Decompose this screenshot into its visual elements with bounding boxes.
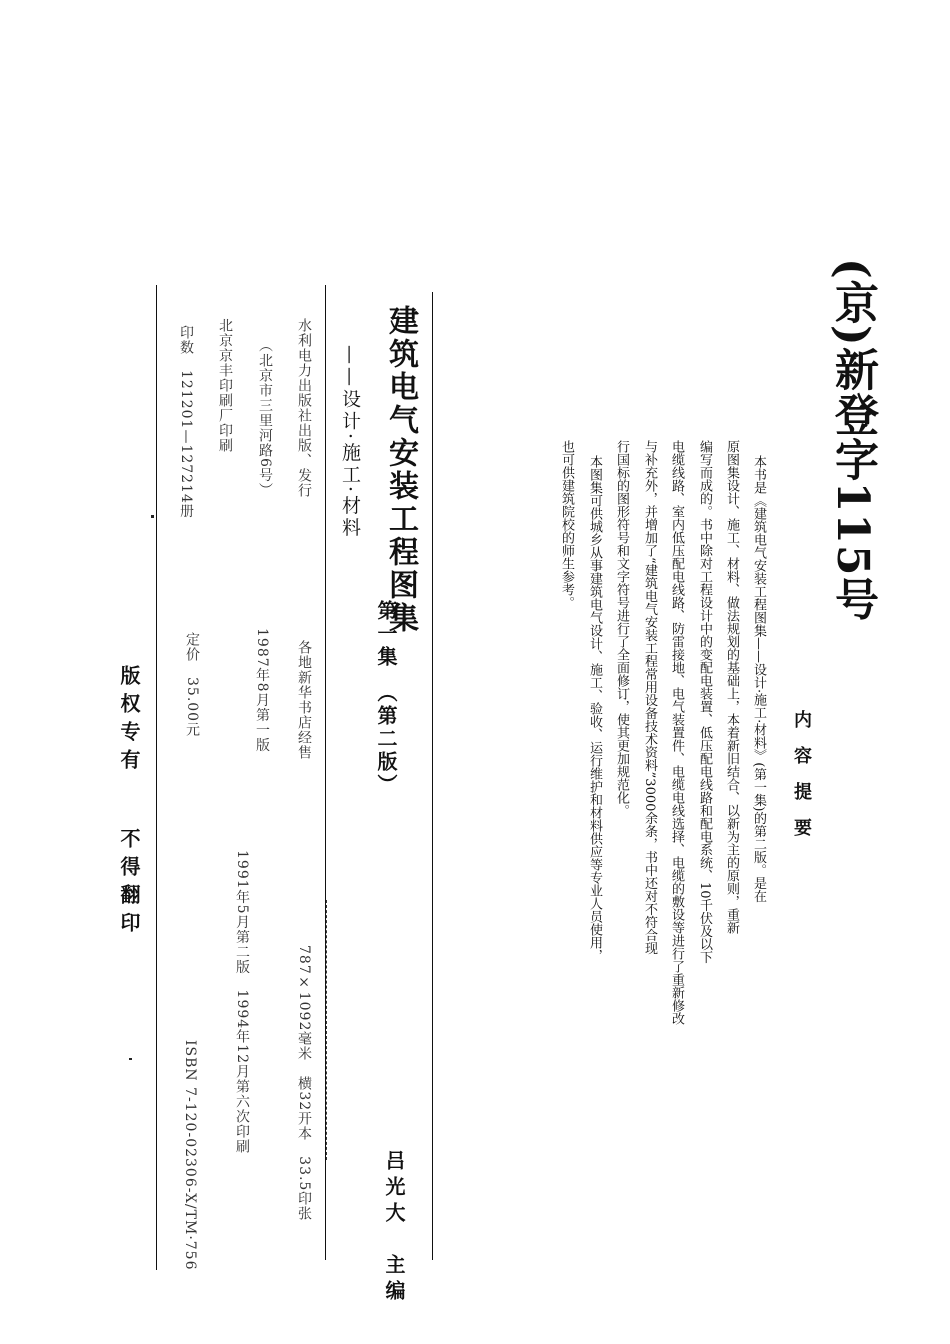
summary-line: 电缆线路、室内低压配电线路、防雷接地、电气装置件、电缆电线选择、电缆的敷设等进行了重新修改 [669, 440, 684, 1025]
summary-line: 编写而成的。书中除对工程设计中的变配电装置、低压配电线路和配电系统、10千伏及以下 [697, 440, 712, 964]
rights-notice-right: 不得翻印 [117, 828, 141, 940]
summary-line: 本书是《建筑电气安装工程图集——设计·施工·材料》(第一集)的第二版。是在 [751, 455, 766, 903]
summary-line: 行国标的图形符号和文字符号进行了全面修订，使其更加规范化。 [614, 440, 629, 817]
book-subtitle: ——设计·施工·材料 [339, 345, 361, 540]
price: 定价 35.00元 [184, 632, 200, 738]
summary-title: 内容提要 [791, 710, 812, 854]
colophon-dashed-rule [326, 900, 327, 1160]
rights-notice-left: 版权专有 [117, 665, 141, 777]
colophon-bottom-rule [156, 285, 157, 1270]
printer: 北京京丰印刷厂印刷 [217, 318, 233, 453]
printing-line: 1991年5月第二版 1994年12月第六次印刷 [234, 850, 250, 1154]
isbn: ISBN 7-120-02306-X/TM·756 [182, 1040, 198, 1271]
print-count: 印数 121201—127214册 [178, 325, 194, 519]
distribution: 各地新华书店经售 [296, 640, 312, 760]
book-editor: 吕光大 主编 [382, 1150, 406, 1306]
colophon-top-rule [432, 292, 433, 1260]
summary-line: 本图集可供城乡从事建筑电气设计、施工、验收、运行维护和材料供应等专业人员使用， [587, 455, 602, 962]
publisher: 水利电力出版社出版、发行 [296, 318, 312, 498]
ink-dot [129, 1058, 132, 1060]
summary-line: 原图集设计、施工、材料、做法规划的基础上，本着新旧结合、以新为主的原则，重新 [724, 440, 739, 934]
ink-dot [151, 515, 154, 518]
registration-number: (京)新登字115号 [827, 258, 878, 622]
book-volume: 第一集 （第二版） [374, 600, 398, 797]
book-title: 建筑电气安装工程图集 [383, 305, 418, 635]
publisher-address: （北京市三里河路6号） [257, 338, 273, 498]
edition-line: 1987年8月第一版 [254, 628, 270, 753]
summary-line: 与补充外，并增加了“建筑电气安装工程常用设备技术资料”3000余条，书中还对不符合现 [642, 440, 657, 955]
specs: 787×1092毫米 横32开本 33.5印张 [296, 945, 312, 1222]
summary-line: 也可供建筑院校的师生参考。 [559, 440, 574, 609]
